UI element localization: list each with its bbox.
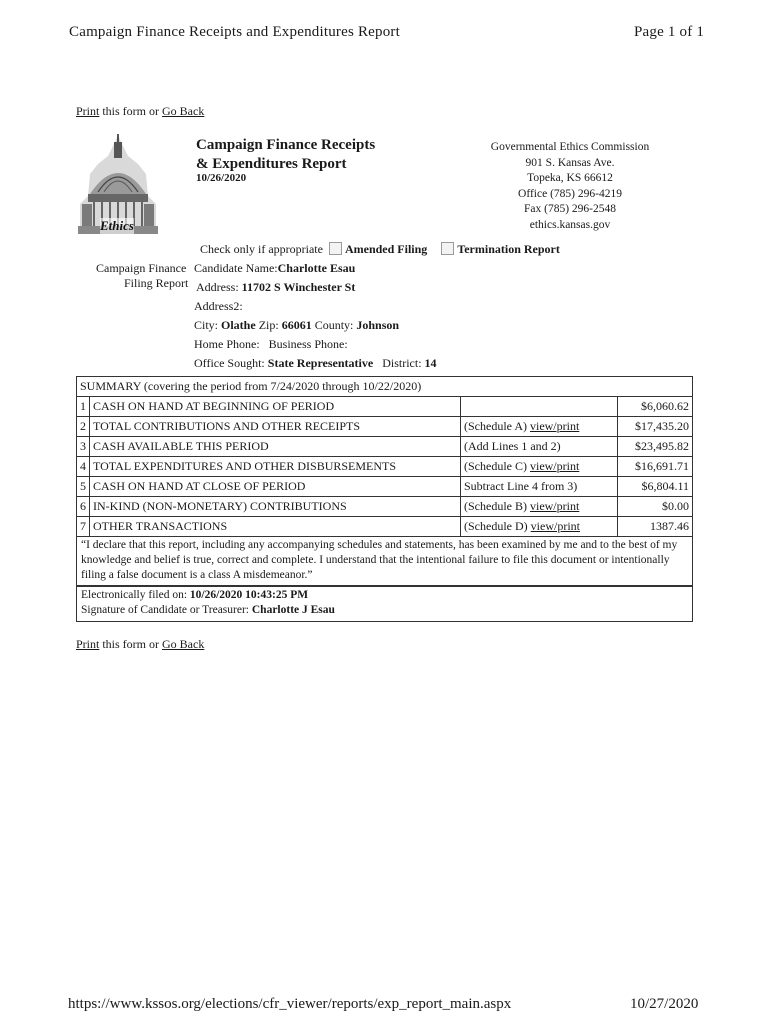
office-value: State Representative xyxy=(267,356,374,370)
footer-date: 10/27/2020 xyxy=(630,996,699,1012)
links-separator-text: this form or xyxy=(99,104,163,118)
line-number: 6 xyxy=(77,497,90,517)
summary-row xyxy=(77,457,693,477)
schedule-cell xyxy=(461,477,618,497)
phone-row xyxy=(194,337,348,352)
summary-row xyxy=(77,437,693,457)
line-number: 4 xyxy=(77,457,90,477)
summary-row xyxy=(77,477,693,497)
print-link-bottom[interactable]: Print xyxy=(76,637,100,651)
office-label: Office Sought: xyxy=(194,356,265,370)
summary-row xyxy=(77,417,693,437)
schedule-text: (Schedule B) xyxy=(464,499,530,513)
line-label: CASH ON HAND AT BEGINNING OF PERIOD xyxy=(90,397,461,417)
line-amount: $6,804.11 xyxy=(618,477,693,497)
city-value: Olathe xyxy=(221,318,256,332)
schedule-text: (Schedule A) xyxy=(464,419,530,433)
signature-row xyxy=(81,603,688,618)
schedule-cell xyxy=(461,417,618,437)
report-title xyxy=(196,136,375,174)
zip-value: 66061 xyxy=(281,318,312,332)
report-title-line1: Campaign Finance Receipts xyxy=(196,137,376,153)
logo-text: Ethics xyxy=(100,218,134,233)
line-number: 1 xyxy=(77,397,90,417)
signature-label: Signature of Candidate or Treasurer: xyxy=(81,604,249,616)
page-header-title: Campaign Finance Receipts and Expenditures Report xyxy=(69,24,400,40)
line-label: IN-KIND (NON-MONETARY) CONTRIBUTIONS xyxy=(90,497,461,517)
bottom-links xyxy=(76,637,204,652)
schedule-cell xyxy=(461,497,618,517)
line-label: TOTAL EXPENDITURES AND OTHER DISBURSEMENTS xyxy=(90,457,461,477)
commission-street: 901 S. Kansas Ave. xyxy=(525,156,615,169)
district-label: District: xyxy=(382,356,422,370)
schedule-text: Subtract Line 4 from 3) xyxy=(464,479,578,493)
commission-web: ethics.kansas.gov xyxy=(529,218,611,231)
line-number: 3 xyxy=(77,437,90,457)
address-row xyxy=(196,280,355,295)
footer-url: https://www.kssos.org/elections/cfr_viewer/reports/exp_report_main.aspx xyxy=(68,996,512,1012)
schedule-cell xyxy=(461,517,618,537)
filed-value: 10/26/2020 10:43:25 PM xyxy=(189,589,309,601)
candidate-name-row xyxy=(194,261,355,276)
schedule-text: (Schedule D) xyxy=(464,519,531,533)
commission-fax: Fax (785) 296-2548 xyxy=(524,203,616,215)
capitol-logo xyxy=(78,134,158,234)
termination-checkbox[interactable] xyxy=(441,242,454,255)
summary-row xyxy=(77,497,693,517)
candidate-name-label: Candidate Name: xyxy=(194,261,278,275)
address2-label: Address2: xyxy=(194,299,243,313)
filed-row xyxy=(81,588,688,603)
signature-value: Charlotte J Esau xyxy=(251,604,335,616)
schedule-cell xyxy=(461,437,618,457)
go-back-link-bottom[interactable]: Go Back xyxy=(162,637,205,651)
office-row xyxy=(194,356,437,371)
summary-row xyxy=(77,517,693,537)
line-amount: $16,691.71 xyxy=(618,457,693,477)
line-label: OTHER TRANSACTIONS xyxy=(90,517,461,537)
line-label: CASH AVAILABLE THIS PERIOD xyxy=(90,437,461,457)
line-amount: $0.00 xyxy=(618,497,693,517)
line-number: 2 xyxy=(77,417,90,437)
termination-label: Termination Report xyxy=(457,242,560,256)
address-value: 11702 S Winchester St xyxy=(241,280,356,294)
check-prompt: Check only if appropriate xyxy=(200,242,323,256)
go-back-link[interactable]: Go Back xyxy=(162,104,205,118)
line-amount: $6,060.62 xyxy=(618,397,693,417)
side-label-line1: Campaign Finance xyxy=(96,261,187,275)
view-print-link[interactable]: view/print xyxy=(529,459,580,473)
candidate-name: Charlotte Esau xyxy=(277,261,356,275)
line-label: TOTAL CONTRIBUTIONS AND OTHER RECEIPTS xyxy=(90,417,461,437)
view-print-link[interactable]: view/print xyxy=(529,499,580,513)
page-number: Page 1 of 1 xyxy=(634,24,705,40)
line-amount: 1387.46 xyxy=(618,517,693,537)
schedule-cell xyxy=(461,397,618,417)
amended-checkbox[interactable] xyxy=(329,242,342,255)
summary-row xyxy=(77,397,693,417)
address-label: Address: xyxy=(196,280,239,294)
schedule-text: (Add Lines 1 and 2) xyxy=(464,439,561,453)
business-phone-label: Business Phone: xyxy=(268,337,348,351)
filing-type-options xyxy=(200,242,560,257)
summary-rows xyxy=(77,397,693,537)
declaration-text: “I declare that this report, including any accompanying schedules and statements, has been examined by me and to the best of my knowledge and belief is true, correct and complete. I understand that the intentional failure to file this document or intentionally filing a false document is a class A misdemeanor.” xyxy=(76,537,693,587)
commission-address xyxy=(470,140,670,233)
county-value: Johnson xyxy=(356,318,400,332)
view-print-link[interactable]: view/print xyxy=(529,419,580,433)
zip-label: Zip: xyxy=(258,318,279,332)
commission-office-phone: Office (785) 296-4219 xyxy=(518,187,622,200)
commission-name: Governmental Ethics Commission xyxy=(490,141,650,153)
filed-label: Electronically filed on: xyxy=(81,589,188,601)
report-title-line2: & Expenditures Report xyxy=(196,156,347,172)
print-link[interactable]: Print xyxy=(76,104,100,118)
top-links xyxy=(76,104,204,119)
filing-info xyxy=(76,585,693,622)
side-label-line2: Filing Report xyxy=(124,276,189,290)
home-phone-label: Home Phone: xyxy=(194,337,260,351)
commission-city: Topeka, KS 66612 xyxy=(527,172,613,184)
report-date: 10/26/2020 xyxy=(196,172,247,184)
district-value: 14 xyxy=(424,356,437,370)
county-label: County: xyxy=(314,318,354,332)
line-amount: $23,495.82 xyxy=(618,437,693,457)
line-amount: $17,435.20 xyxy=(618,417,693,437)
line-label: CASH ON HAND AT CLOSE OF PERIOD xyxy=(90,477,461,497)
schedule-text: (Schedule C) xyxy=(464,459,530,473)
summary-heading: SUMMARY (covering the period from 7/24/2020 through 10/22/2020) xyxy=(77,377,693,397)
city-label: City: xyxy=(194,318,219,332)
schedule-cell xyxy=(461,457,618,477)
summary-heading-row xyxy=(77,377,693,397)
summary-table xyxy=(76,376,693,537)
line-number: 5 xyxy=(77,477,90,497)
links-separator-text-bottom: this form or xyxy=(99,637,163,651)
city-row xyxy=(194,318,399,333)
amended-label: Amended Filing xyxy=(344,242,428,256)
line-number: 7 xyxy=(77,517,90,537)
view-print-link[interactable]: view/print xyxy=(530,519,580,533)
